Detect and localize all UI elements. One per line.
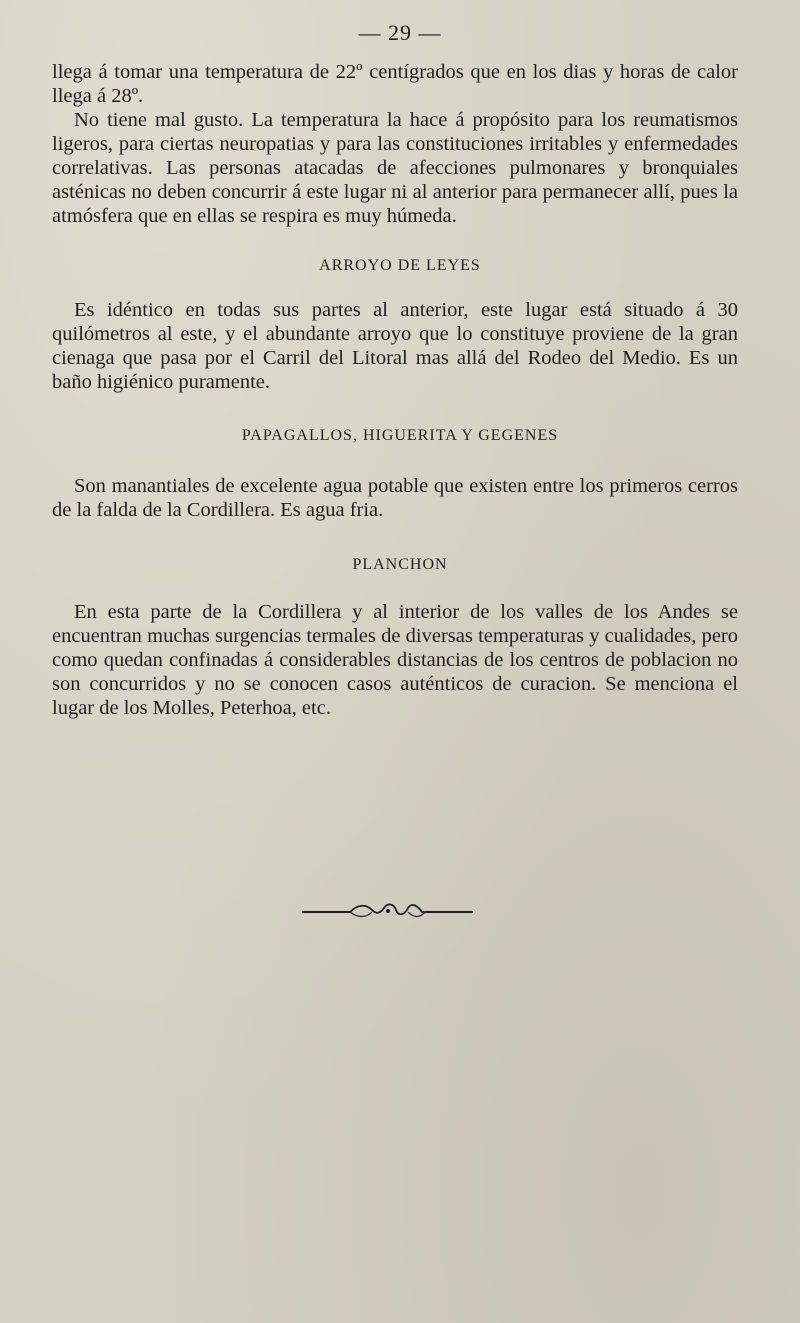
page-number: — 29 — [358,20,442,45]
intro-paragraph-1: llega á tomar una temperatura de 22º centígrados que en los dias y horas de calor llega á 28º. [52,61,738,107]
intro-paragraph-2: No tiene mal gusto. La temperatura la hace á propósito para los reumatismos ligeros, para ciertas neuropatias y para las constituciones irritables y enfermedades correlativas. Las personas atacadas de afecciones pulmonares y bronquiales asténicas no deben concurrir á este lugar ni al anterior para permanecer allí, pues la atmósfera que en ellas se respira es muy húmeda. [52,109,738,227]
section-paragraph: Son manantiales de excelente agua potable que existen entre los primeros cerros de la falda de la Cordillera. Es agua fria. [52,475,738,521]
section-heading-papagallos: PAPAGALLOS, HIGUERITA Y GEGENES [241,427,559,444]
section-heading-arroyo-de-leyes: ARROYO DE LEYES [319,257,481,274]
section-heading-planchon: PLANCHON [352,556,448,573]
section-paragraph: En esta parte de la Cordillera y al interior de los valles de los Andes se encuentran muchas surgencias termales de diversas temperaturas y cualidades, pero como quedan confinadas á considerables distancias de los centros de poblacion no son concurridos y no se conocen casos auténticos de curacion. Se menciona el lugar de los Molles, Peterhoa, etc. [52,601,738,719]
section-body-arroyo-de-leyes [52,298,738,394]
section-body-papagallos [52,474,738,522]
intro-text [52,60,738,228]
section-body-planchon [52,600,738,720]
decorative-ornament-icon [300,900,475,922]
section-paragraph: Es idéntico en todas sus partes al anterior, este lugar está situado á 30 quilómetros al este, y el abundante arroyo que lo constituye proviene de la gran cienaga que pasa por el Carril del Litoral mas allá del Rodeo del Medio. Es un baño higiénico puramente. [52,299,738,393]
